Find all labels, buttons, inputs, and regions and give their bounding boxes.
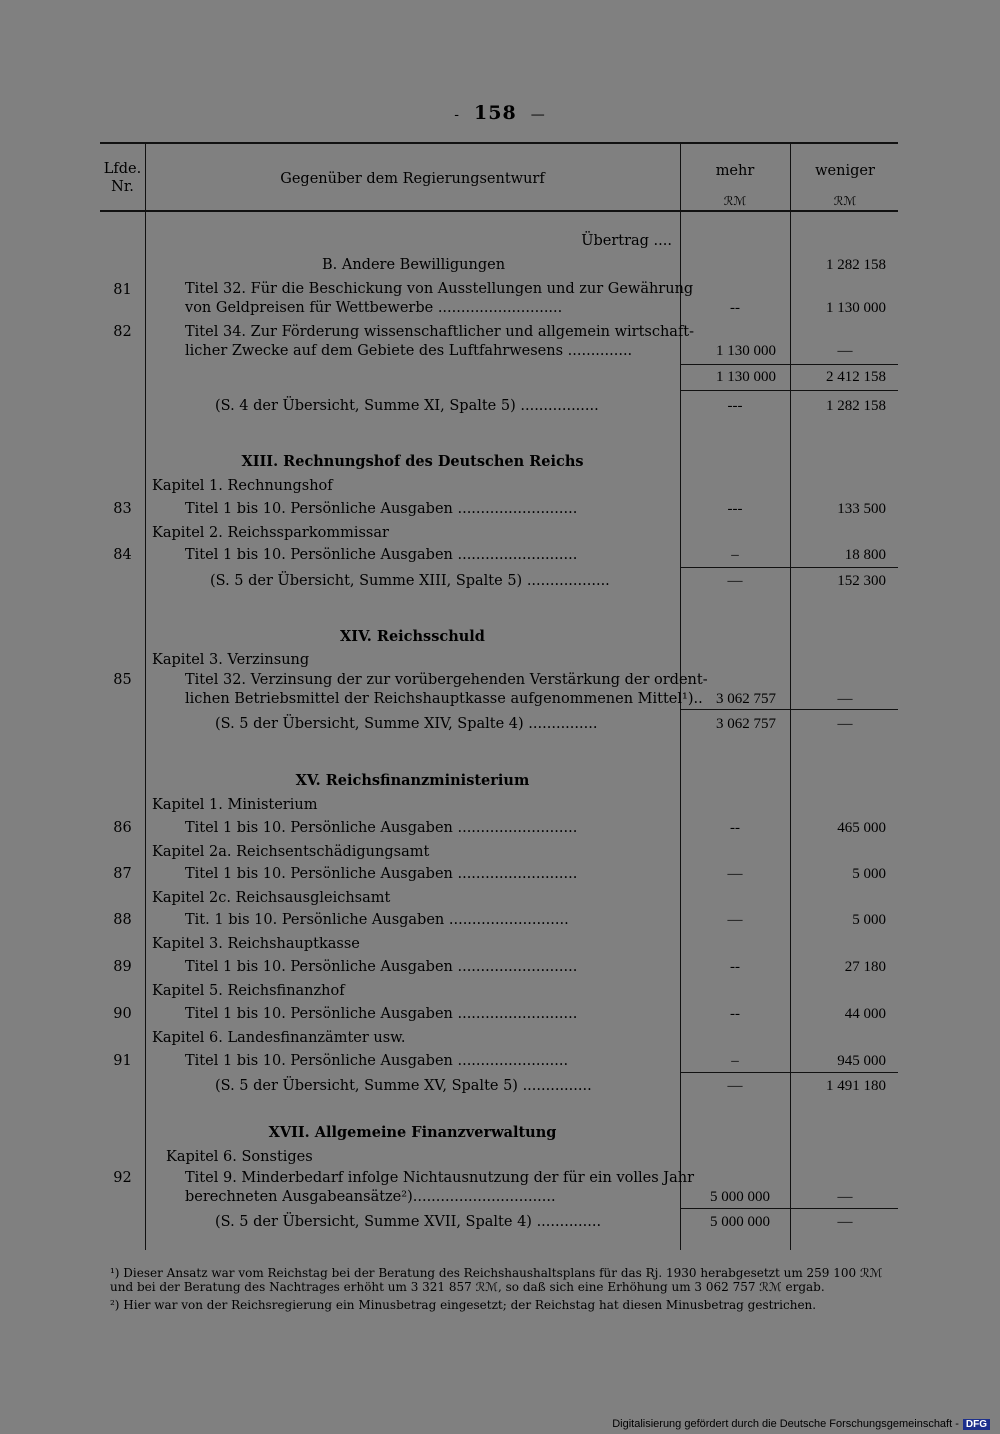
row-87-mehr: — xyxy=(727,866,743,882)
uebertrag: Übertrag .... xyxy=(581,233,672,249)
row-90-line: Titel 1 bis 10. Persönliche Ausgaben .......................... xyxy=(185,1006,578,1022)
row-92-mehr: 5 000 000 xyxy=(710,1189,770,1205)
page-number: - 158 — xyxy=(454,102,546,124)
s5a-weniger: 152 300 xyxy=(837,573,886,589)
row-89-line: Titel 1 bis 10. Persönliche Ausgaben .......................... xyxy=(185,959,578,975)
row-81-line2: von Geldpreisen für Wettbewerbe ........................... xyxy=(185,300,563,316)
kapitel-2a: Kapitel 2a. Reichsentschädigungsamt xyxy=(152,844,430,860)
table-top-rule xyxy=(100,142,898,144)
row-90-nr: 90 xyxy=(113,1006,132,1022)
row-92-nr: 92 xyxy=(113,1170,132,1186)
row-82-mehr: 1 130 000 xyxy=(716,343,776,359)
row-91-weniger: 945 000 xyxy=(837,1053,886,1069)
header-bottom-rule xyxy=(100,210,898,212)
header-nr-2: Nr. xyxy=(111,179,134,195)
row-92-weniger: — xyxy=(837,1189,853,1205)
row-85-nr: 85 xyxy=(113,672,132,688)
s5d-weniger: — xyxy=(837,1214,853,1230)
col-divider-nr xyxy=(145,142,146,1250)
row-89-nr: 89 xyxy=(113,959,132,975)
s5b-mehr: 3 062 757 xyxy=(716,716,776,732)
row-83-mehr: --- xyxy=(727,501,743,517)
row-90-mehr: -- xyxy=(730,1006,740,1022)
row-86-weniger: 465 000 xyxy=(837,820,886,836)
row-88-mehr: — xyxy=(727,912,743,928)
row-83-weniger: 133 500 xyxy=(837,501,886,517)
sum-rule-3 xyxy=(680,709,898,710)
row-88-nr: 88 xyxy=(113,912,132,928)
s5c-line: (S. 5 der Übersicht, Summe XV, Spalte 5) ............... xyxy=(215,1078,592,1094)
row-81-weniger: 1 130 000 xyxy=(826,300,886,316)
kapitel-6-sonstiges: Kapitel 6. Sonstiges xyxy=(166,1149,313,1165)
kapitel-6-landesfinanzaemter: Kapitel 6. Landesfinanzämter usw. xyxy=(152,1030,406,1046)
s5d-mehr: 5 000 000 xyxy=(710,1214,770,1230)
row-91-line: Titel 1 bis 10. Persönliche Ausgaben ........................ xyxy=(185,1053,569,1069)
row-86-line: Titel 1 bis 10. Persönliche Ausgaben .......................... xyxy=(185,820,578,836)
sum-rule-1b xyxy=(680,390,898,391)
kapitel-3-verzinsung: Kapitel 3. Verzinsung xyxy=(152,652,310,668)
row-83-nr: 83 xyxy=(113,501,132,517)
row-90-weniger: 44 000 xyxy=(844,1006,886,1022)
section-xiii: XIII. Rechnungshof des Deutschen Reichs xyxy=(241,453,584,470)
header-unit-mehr: ℛℳ xyxy=(723,194,747,208)
s5b-line: (S. 5 der Übersicht, Summe XIV, Spalte 4) ............... xyxy=(215,716,598,732)
row-85-line1: Titel 32. Verzinsung der zur vorübergehenden Verstärkung der ordent- xyxy=(185,672,708,688)
sum-rule-4 xyxy=(680,1072,898,1073)
s5b-weniger: — xyxy=(837,716,853,732)
row-85-mehr: 3 062 757 xyxy=(716,691,776,707)
row-91-nr: 91 xyxy=(113,1053,132,1069)
row-84-nr: 84 xyxy=(113,547,132,563)
row-82-nr: 82 xyxy=(113,324,132,340)
footnote-2: ²) Hier war von der Reichsregierung ein Minusbetrag eingesetzt; der Reichstag hat diesen Minusbetrag gestrichen. xyxy=(110,1298,817,1312)
row-86-nr: 86 xyxy=(113,820,132,836)
row-81-nr: 81 xyxy=(113,282,132,298)
row-82-weniger: — xyxy=(837,343,853,359)
dfg-logo: DFG xyxy=(963,1419,990,1430)
row-88-line: Tit. 1 bis 10. Persönliche Ausgaben .......................... xyxy=(185,912,569,928)
row-92-line2: berechneten Ausgabeansätze²)............................... xyxy=(185,1189,556,1205)
s4-weniger: 1 282 158 xyxy=(826,398,886,414)
kapitel-1-ministerium: Kapitel 1. Ministerium xyxy=(152,797,318,813)
header-unit-weniger: ℛℳ xyxy=(833,194,857,208)
sum-rule-2 xyxy=(680,567,898,568)
s5c-mehr: — xyxy=(727,1078,743,1094)
header-nr-1: Lfde. xyxy=(103,161,142,177)
section-xiv: XIV. Reichsschuld xyxy=(340,628,485,645)
row-83-line: Titel 1 bis 10. Persönliche Ausgaben .......................... xyxy=(185,501,578,517)
footnote-1: ¹) Dieser Ansatz war vom Reichstag bei der Beratung des Reichshaushaltsplans für das Rj. 1930 herabgesetzt um 259 100 ℛℳ und bei der Beratung des Nachtrages erhöht um 3 321 857 ℛℳ, so daß sich eine Erhöhung um 3 062 757 ℛℳ ergab. xyxy=(110,1266,883,1294)
s4-mehr: --- xyxy=(727,398,743,414)
row-85-weniger: — xyxy=(837,691,853,707)
kapitel-5-reichsfinanzhof: Kapitel 5. Reichsfinanzhof xyxy=(152,983,345,999)
sum-rule-1 xyxy=(680,364,898,365)
row-89-mehr: -- xyxy=(730,959,740,975)
row-84-mehr: – xyxy=(731,547,739,563)
s5a-mehr: — xyxy=(727,573,743,589)
section-xvii: XVII. Allgemeine Finanzverwaltung xyxy=(268,1124,557,1141)
row-82-line2: licher Zwecke auf dem Gebiete des Luftfahrwesens .............. xyxy=(185,343,633,359)
section-xv: XV. Reichsfinanzministerium xyxy=(295,772,530,789)
s5a-line: (S. 5 der Übersicht, Summe XIII, Spalte 5) .................. xyxy=(210,573,610,589)
sum1-mehr: 1 130 000 xyxy=(716,369,776,385)
kapitel-1-rechnungshof: Kapitel 1. Rechnungshof xyxy=(152,478,333,494)
header-mehr: mehr xyxy=(715,163,755,179)
b-heading: B. Andere Bewilligungen xyxy=(322,257,506,273)
row-92-line1: Titel 9. Minderbedarf infolge Nichtausnutzung der für ein volles Jahr xyxy=(185,1170,695,1186)
s5c-weniger: 1 491 180 xyxy=(826,1078,886,1094)
header-desc: Gegenüber dem Regierungsentwurf xyxy=(280,171,545,187)
sum1-weniger: 2 412 158 xyxy=(826,369,886,385)
row-85-line2: lichen Betriebsmittel der Reichshauptkasse aufgenommenen Mittel¹).. xyxy=(185,691,703,707)
kapitel-2-reichssparkommissar: Kapitel 2. Reichssparkommissar xyxy=(152,525,389,541)
b-weniger: 1 282 158 xyxy=(826,257,886,273)
row-88-weniger: 5 000 xyxy=(852,912,886,928)
kapitel-2c: Kapitel 2c. Reichsausgleichsamt xyxy=(152,890,391,906)
row-84-line: Titel 1 bis 10. Persönliche Ausgaben .......................... xyxy=(185,547,578,563)
header-weniger: weniger xyxy=(815,163,875,179)
row-89-weniger: 27 180 xyxy=(844,959,886,975)
row-87-weniger: 5 000 xyxy=(852,866,886,882)
sum-rule-5 xyxy=(680,1208,898,1209)
kapitel-3-reichshauptkasse: Kapitel 3. Reichshauptkasse xyxy=(152,936,360,952)
row-87-line: Titel 1 bis 10. Persönliche Ausgaben .......................... xyxy=(185,866,578,882)
row-91-mehr: – xyxy=(731,1053,739,1069)
footer-credit-text: Digitalisierung gefördert durch die Deutsche Forschungsgemeinschaft - xyxy=(612,1418,959,1430)
row-84-weniger: 18 800 xyxy=(844,547,886,563)
row-81-line1: Titel 32. Für die Beschickung von Ausstellungen und zur Gewährung xyxy=(185,281,694,297)
row-87-nr: 87 xyxy=(113,866,132,882)
row-86-mehr: -- xyxy=(730,820,740,836)
row-82-line1: Titel 34. Zur Förderung wissenschaftlicher und allgemein wirtschaft- xyxy=(185,324,695,340)
s5d-line: (S. 5 der Übersicht, Summe XVII, Spalte 4) .............. xyxy=(215,1214,602,1230)
footer-credit xyxy=(612,1418,990,1430)
row-81-mehr: -- xyxy=(730,300,740,316)
s4-line: (S. 4 der Übersicht, Summe XI, Spalte 5) ................. xyxy=(215,398,599,414)
